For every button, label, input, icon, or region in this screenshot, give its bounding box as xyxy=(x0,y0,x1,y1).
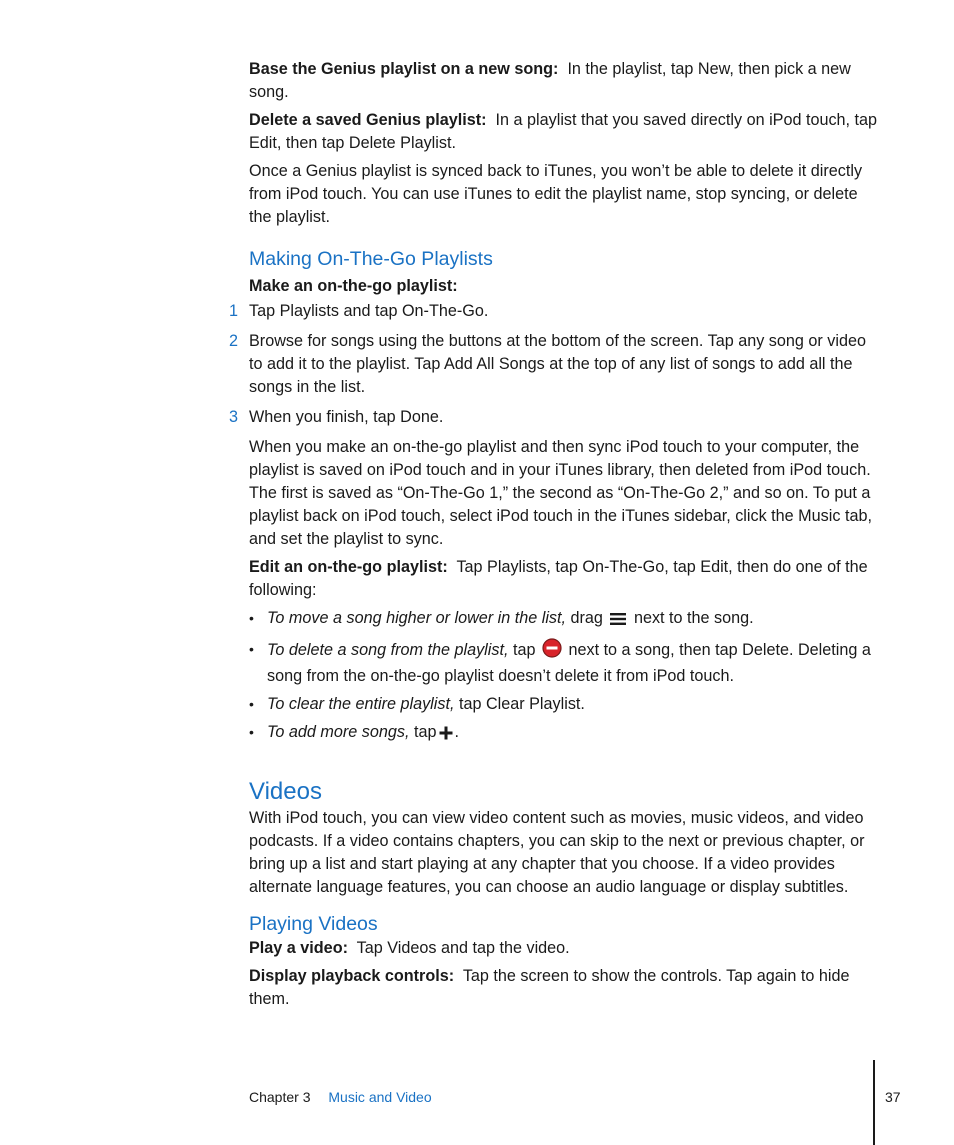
bullet-add xyxy=(249,721,879,747)
otg-step-1 xyxy=(229,300,879,323)
otg-edit-paragraph xyxy=(249,556,879,602)
bullet-dot: • xyxy=(249,641,254,657)
genius-base-text: In the playlist, tap New, then pick a new song. xyxy=(249,60,851,101)
play-video-paragraph xyxy=(249,937,879,960)
page-number: 37 xyxy=(885,1089,901,1105)
otg-edit-label: Edit an on-the-go playlist: xyxy=(249,558,448,576)
step-number: 1 xyxy=(229,302,239,320)
otg-sync-note: When you make an on-the-go playlist and then sync iPod touch to your computer, the playlist is saved on iPod touch and in your iTunes library, then deleted from iPod touch. The first is saved as “On-The-Go 1,” the second as “On-The-Go 2,” and so on. To put a playlist back on iPod touch, select iPod touch in the iTunes sidebar, click the Music tab, and set the playlist to sync. xyxy=(249,438,872,548)
otg-step-3 xyxy=(229,406,879,429)
bullet-clear-em: To clear the entire playlist, xyxy=(267,695,455,713)
footer-chapter-title[interactable]: Music and Video xyxy=(328,1089,432,1105)
genius-base-paragraph xyxy=(249,58,879,104)
bullet-delete-em: To delete a song from the playlist, xyxy=(267,641,509,659)
bullet-delete xyxy=(249,638,879,688)
bullet-dot: • xyxy=(249,724,254,740)
footer-chapter: Chapter 3 xyxy=(249,1089,311,1105)
playback-controls-paragraph xyxy=(249,965,879,1011)
bullet-move-post: next to the song. xyxy=(633,609,754,627)
bullet-add-pre: tap xyxy=(413,723,437,741)
videos-intro: With iPod touch, you can view video content such as movies, music videos, and video podcasts. If a video contains chapters, you can skip to the next or previous chapter, or bring up a list and start playing at any chapter that you choose. If a video provides alternate language features, you can choose an audio language or display subtitles. xyxy=(249,809,865,896)
otg-heading: Making On-The-Go Playlists xyxy=(249,248,493,270)
bullet-add-post: . xyxy=(454,723,459,741)
bullet-move-em: To move a song higher or lower in the list, xyxy=(267,609,567,627)
play-video-text: Tap Videos and tap the video. xyxy=(356,939,570,957)
delete-minus-icon xyxy=(542,638,562,665)
playing-videos-heading: Playing Videos xyxy=(249,913,378,935)
play-video-label: Play a video: xyxy=(249,939,348,957)
page-content xyxy=(229,58,879,1016)
videos-heading: Videos xyxy=(249,778,322,805)
bullet-clear-text: tap Clear Playlist. xyxy=(458,695,585,713)
drag-handle-icon xyxy=(609,610,627,633)
plus-icon xyxy=(439,724,453,747)
bullet-delete-pre: tap xyxy=(512,641,536,659)
otg-edit-text: Tap Playlists, tap On-The-Go, tap Edit, then do one of the following: xyxy=(249,558,868,599)
page-footer xyxy=(249,1088,432,1106)
bullet-add-em: To add more songs, xyxy=(267,723,410,741)
genius-synced-note: Once a Genius playlist is synced back to iTunes, you won’t be able to delete it directly from iPod touch. You can use iTunes to edit the playlist name, stop syncing, or delete the playlist. xyxy=(249,162,863,226)
bullet-dot: • xyxy=(249,610,254,626)
bullet-delete-post: next to a song, then tap Delete. Deleting a song from the on-the-go playlist doesn’t delete it from iPod touch. xyxy=(267,641,871,685)
playback-controls-text: Tap the screen to show the controls. Tap again to hide them. xyxy=(249,967,850,1008)
otg-step-2 xyxy=(229,330,879,399)
playback-controls-label: Display playback controls: xyxy=(249,967,455,985)
step-text: Browse for songs using the buttons at the bottom of the screen. Tap any song or video to add it to the playlist. Tap Add All Songs at the top of any list of songs to add all the songs in the list. xyxy=(249,332,866,396)
genius-delete-paragraph xyxy=(249,109,879,155)
genius-delete-text: In a playlist that you saved directly on iPod touch, tap Edit, then tap Delete Playlist. xyxy=(249,111,878,152)
genius-delete-label: Delete a saved Genius playlist: xyxy=(249,111,487,129)
bullet-move xyxy=(249,607,879,633)
bullet-clear xyxy=(249,693,879,716)
step-text: When you finish, tap Done. xyxy=(249,408,444,426)
step-number: 2 xyxy=(229,332,239,350)
otg-make-label: Make an on-the-go playlist: xyxy=(249,277,458,295)
footer-divider xyxy=(873,1060,875,1145)
step-text: Tap Playlists and tap On-The-Go. xyxy=(249,302,489,320)
bullet-dot: • xyxy=(249,696,254,712)
genius-base-label: Base the Genius playlist on a new song: xyxy=(249,60,559,78)
otg-edit-options xyxy=(249,607,879,747)
step-number: 3 xyxy=(229,408,239,426)
bullet-move-pre: drag xyxy=(570,609,603,627)
